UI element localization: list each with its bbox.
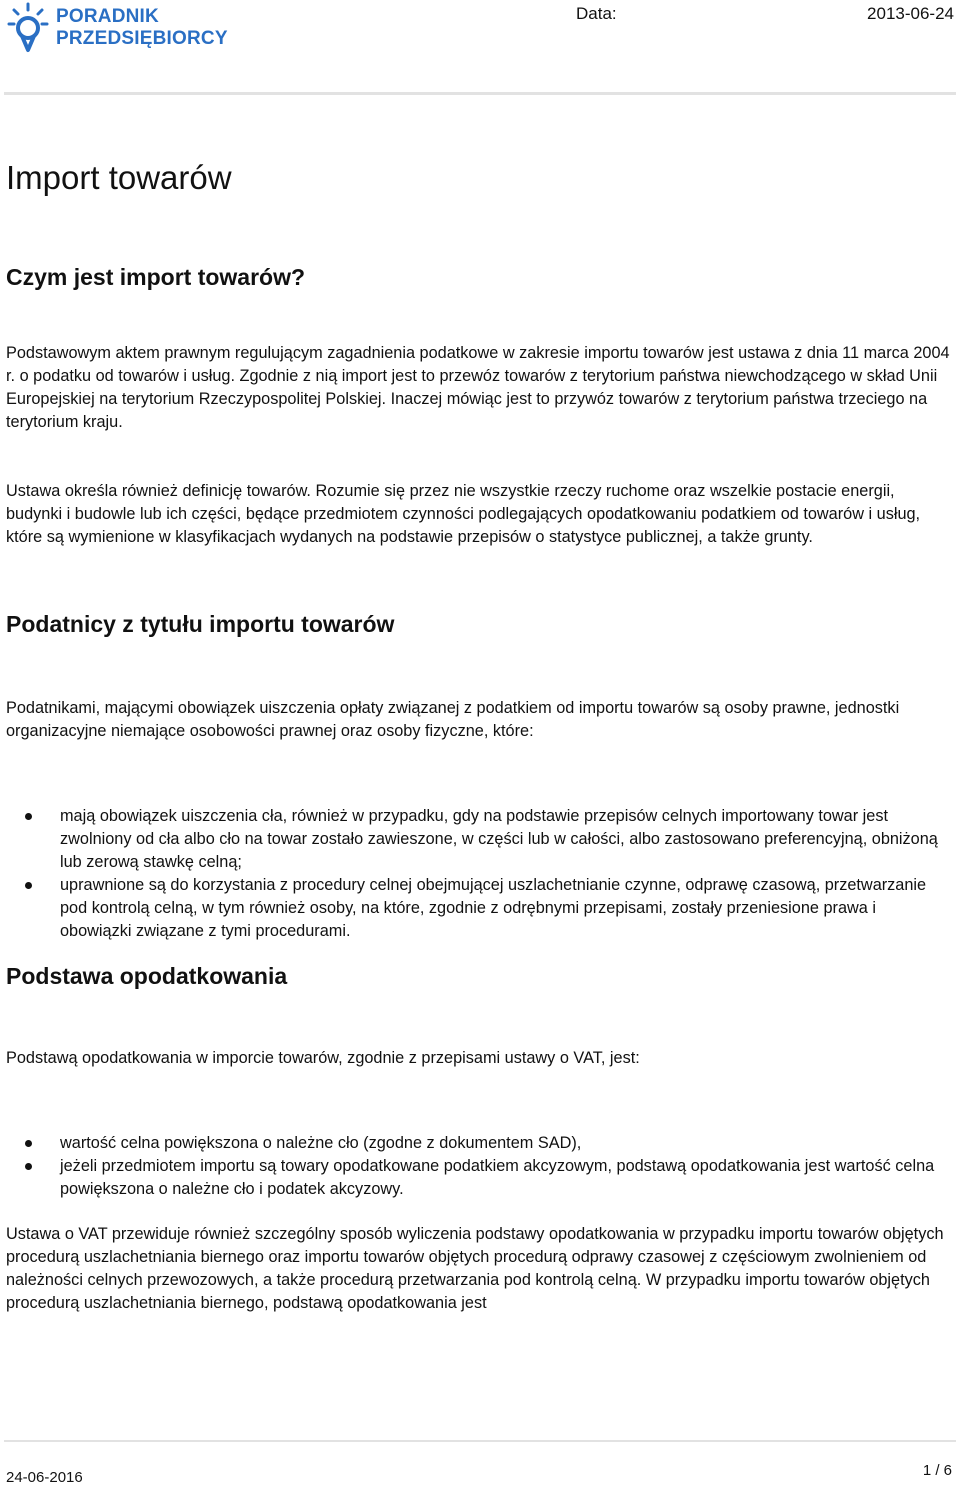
section-heading-definition: Czym jest import towarów? (6, 264, 306, 290)
footer-date: 24-06-2016 (6, 1469, 83, 1486)
list-item: uprawnione są do korzystania z procedury celnej obejmującej uszlachetnianie czynne, odprawę czasową, przetwarzanie pod kontrolą celną, w tym również osoby, na które, zgodnie z odrębnymi przepisami, zostały przeniesione prawa i obowiązki związane z tymi procedurami. (6, 874, 950, 943)
paragraph: Ustawa określa również definicję towarów. Rozumie się przez nie wszystkie rzeczy ruchome oraz wszelkie postacie energii, budynki i budowle lub ich części, będące przedmiotem czynności podlegających opodatkowaniu podatkiem od towarów i usług, które są wymienione w klasyfikacjach wydanych na podstawie przepisów o statystyce publicznej, a także grunty. (6, 482, 921, 546)
page-number: 1 / 6 (922, 1462, 952, 1479)
page-title: Import towarów (6, 159, 232, 196)
paragraph: Podstawą opodatkowania w imporcie towarów, zgodnie z przepisami ustawy o VAT, jest: (6, 1049, 640, 1067)
logo[interactable] (6, 2, 228, 54)
footer-divider (4, 1440, 956, 1442)
date-label: Data: (576, 4, 617, 23)
paragraph: Ustawa o VAT przewiduje również szczególny sposób wyliczenia podstawy opodatkowania w przypadku importu towarów objętych procedurą uszlachetniania biernego oraz importu towarów objętych procedurą odprawy czasowej z częściowym zwolnieniem od należności celnych przewozowych, a także procedurą przetwarzania pod kontrolą celną. W przypadku importu towarów objętych procedurą uszlachetniania biernego, podstawą opodatkowania jest (6, 1225, 944, 1312)
list-item: mają obowiązek uiszczenia cła, również w przypadku, gdy na podstawie przepisów celnych importowany towar jest zwolniony od cła albo cło na towar zostało zawieszone, w części lub w całości, albo zastosowano preferencyjną, obniżoną lub zerową stawkę celną; (6, 805, 950, 874)
tax-base-list (6, 1132, 950, 1201)
list-item: wartość celna powiększona o należne cło (zgodne z dokumentem SAD), (6, 1132, 950, 1155)
lightbulb-logo-icon (6, 2, 50, 54)
paragraph: Podstawowym aktem prawnym regulującym zagadnienia podatkowe w zakresie importu towarów jest ustawa z dnia 11 marca 2004 r. o podatku od towarów i usług. Zgodnie z nią import jest to przewóz towarów z terytorium państwa niewchodzącego w skład Unii Europejskiej na terytorium Rzeczypospolitej Polskiej. Inaczej mówiąc jest to przywóz towarów z terytorium państwa trzeciego na terytorium kraju. (6, 344, 950, 431)
logo-line-1: PORADNIK (56, 6, 159, 27)
page-header (0, 0, 960, 92)
section-heading-tax-base: Podstawa opodatkowania (6, 963, 288, 989)
header-divider (4, 92, 956, 95)
date-value: 2013-06-24 (867, 4, 954, 23)
section-heading-taxpayers: Podatnicy z tytułu importu towarów (6, 611, 395, 637)
logo-line-2: PRZEDSIĘBIORCY (56, 28, 228, 49)
taxpayers-list (6, 805, 950, 943)
logo-wordmark (56, 6, 228, 50)
article-content (6, 150, 950, 1315)
paragraph: Podatnikami, mającymi obowiązek uiszczenia opłaty związanej z podatkiem od importu towarów są osoby prawne, jednostki organizacyjne niemające osobowości prawnej oraz osoby fizyczne, które: (6, 699, 900, 740)
list-item: jeżeli przedmiotem importu są towary opodatkowane podatkiem akcyzowym, podstawą opodatkowania jest wartość celna powiększona o należne cło i podatek akcyzowy. (6, 1155, 950, 1201)
